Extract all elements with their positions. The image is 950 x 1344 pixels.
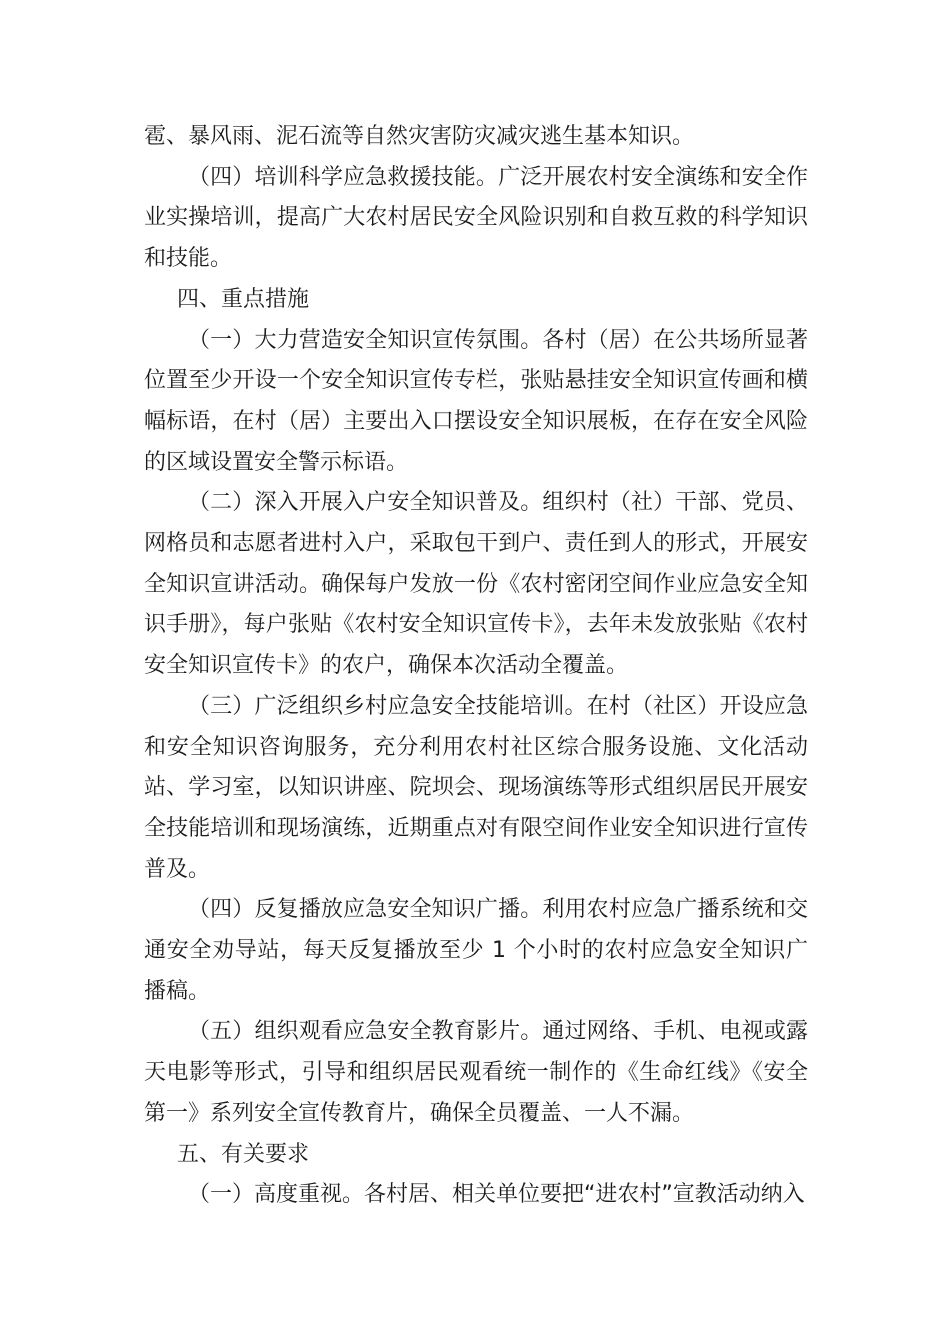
paragraph-measure-5: （五）组织观看应急安全教育影片。通过网络、手机、电视或露天电影等形式，引导和组织居民观看统一制作的《生命红线》《安全第一》系列安全宣传教育片，确保全员覆盖、一人不漏。	[144, 1019, 808, 1126]
paragraph-measure-2: （二）深入开展入户安全知识普及。组织村（社）干部、党员、网格员和志愿者进村入户，采取包干到户、责任到人的形式，开展安全知识宣讲活动。确保每户发放一份《农村密闭空间作业应急安全知识手册》，每户张贴《农村安全知识宣传卡》，去年未发放张贴《农村安全知识宣传卡》的农户，确保本次活动全覆盖。	[144, 490, 808, 679]
section-heading-key-measures: 四、重点措施	[177, 286, 310, 312]
paragraph-measure-1: （一）大力营造安全知识宣传氛围。各村（居）在公共场所显著位置至少开设一个安全知识宣传专栏，张贴悬挂安全知识宣传画和横幅标语，在村（居）主要出入口摆设安全知识展板，在存在安全风险的区域设置安全警示标语。	[144, 327, 808, 475]
paragraph-measure-4: （四）反复播放应急安全知识广播。利用农村应急广播系统和交通安全劝导站，每天反复播放至少 1 个小时的农村应急安全知识广播稿。	[144, 897, 808, 1004]
paragraph-continuation: 雹、暴风雨、泥石流等自然灾害防灾减灾逃生基本知识。	[144, 124, 695, 149]
paragraph-requirement-1: （一）高度重视。各村居、相关单位要把“进农村”宣教活动纳入	[188, 1182, 805, 1208]
section-heading-requirements: 五、有关要求	[177, 1141, 310, 1167]
document-body	[144, 117, 808, 1216]
paragraph-measure-3: （三）广泛组织乡村应急安全技能培训。在村（社区）开设应急和安全知识咨询服务，充分利用农村社区综合服务设施、文化活动站、学习室，以知识讲座、院坝会、现场演练等形式组织居民开展安全技能培训和现场演练，近期重点对有限空间作业安全知识进行宣传普及。	[144, 693, 808, 882]
paragraph-training-skills: （四）培训科学应急救援技能。广泛开展农村安全演练和安全作业实操培训，提高广大农村居民安全风险识别和自救互救的科学知识和技能。	[144, 164, 808, 272]
